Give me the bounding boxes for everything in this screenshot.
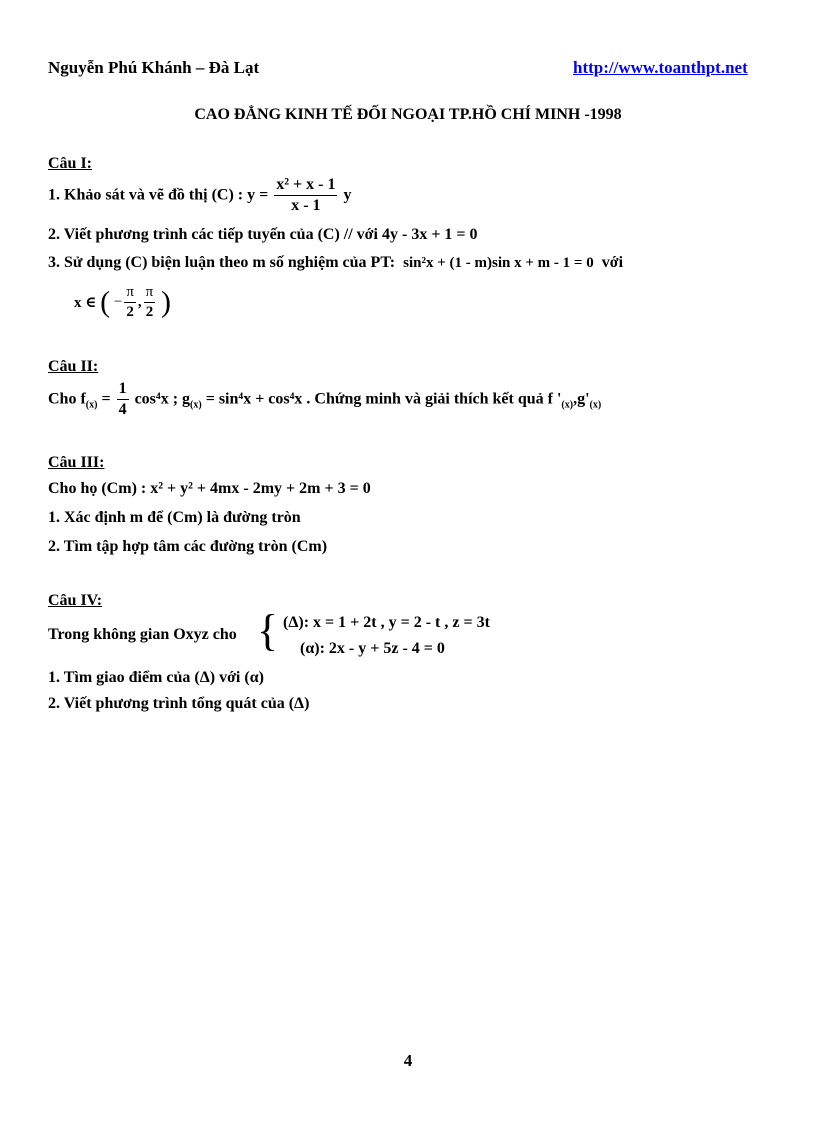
cau3-item1: 1. Xác định m để (Cm) là đường tròn (48, 509, 301, 526)
cau2-g-prime: ,g' (573, 390, 590, 408)
cau2-g-definition: = sin⁴x + cos⁴x . Chứng minh và giải thích kết quả f ' (205, 390, 562, 408)
pi-symbol: π (124, 284, 136, 303)
cau1-domain-frac-left (124, 284, 136, 321)
cau1-heading: Câu I: (48, 155, 93, 172)
cau1-item3-suffix: với (601, 254, 624, 271)
equals-sign: = (101, 390, 111, 408)
subscript-x: (x) (589, 399, 602, 411)
subscript-x: (x) (85, 399, 98, 411)
cau1-item1-suffix: y (343, 186, 352, 204)
cau4-item2: 2. Viết phương trình tổng quát của (Δ) (48, 695, 310, 712)
cau2-text (48, 380, 601, 419)
cau1-domain-frac-right (144, 284, 156, 321)
pi-symbol: π (144, 284, 156, 303)
left-brace-glyph: { (257, 606, 279, 655)
cau1-item3 (48, 254, 623, 272)
cau4-item1: 1. Tìm giao điểm của (Δ) với (α) (48, 669, 264, 686)
minus-sign: − (113, 294, 123, 310)
cau1-fraction-den: x - 1 (291, 197, 321, 214)
cau1-fraction (274, 176, 337, 215)
cau4-line2: (α): 2x - y + 5z - 4 = 0 (300, 640, 445, 657)
subscript-x: (x) (190, 399, 202, 411)
cau1-item1-prefix: 1. Khảo sát và vẽ đồ thị (C) : y = (48, 186, 269, 204)
cau4-intro: Trong không gian Oxyz cho (48, 626, 237, 643)
cau3-heading: Câu III: (48, 454, 105, 471)
cau1-item3-prefix: 3. Sử dụng (C) biện luận theo m số nghiệm của PT: (48, 254, 396, 271)
cau4-line1: (Δ): x = 1 + 2t , y = 2 - t , z = 3t (283, 614, 490, 631)
right-paren-glyph: ) (160, 285, 171, 319)
cau2-fraction-den: 4 (118, 401, 127, 418)
header-url-link[interactable]: http://www.toanthpt.net (573, 58, 748, 77)
denominator-two: 2 (145, 304, 154, 320)
cau2-g-label: cos⁴x ; g (134, 390, 191, 408)
page-title: CAO ĐẲNG KINH TẾ ĐỐI NGOẠI TP.HỒ CHÍ MINH -1998 (194, 106, 622, 123)
cau4-heading: Câu IV: (48, 592, 103, 609)
cau2-fraction (117, 380, 129, 419)
cau3-item2: 2. Tìm tập hợp tâm các đường tròn (Cm) (48, 538, 328, 555)
cau2-f-label: Cho f (48, 390, 86, 408)
subscript-x: (x) (561, 399, 574, 411)
left-paren-glyph: ( (100, 285, 111, 319)
cau1-domain-prefix: x ∈ (74, 295, 97, 311)
comma-separator: , (137, 294, 142, 310)
cau1-item2: 2. Viết phương trình các tiếp tuyến của (C) // với 4y - 3x + 1 = 0 (48, 226, 478, 243)
cau3-family: Cho họ (Cm) : x² + y² + 4mx - 2my + 2m + 3 = 0 (48, 480, 371, 497)
page-number: 4 (403, 1051, 413, 1070)
cau1-item3-eq: sin²x + (1 - m)sin x + m - 1 = 0 (403, 255, 594, 271)
cau2-heading: Câu II: (48, 358, 99, 375)
header-author: Nguyễn Phú Khánh – Đà Lạt (48, 58, 260, 77)
cau1-domain (74, 284, 171, 321)
cau1-item1 (48, 176, 351, 215)
cau1-fraction-num: x² + x - 1 (274, 176, 337, 196)
cau2-fraction-num: 1 (117, 380, 129, 400)
denominator-two: 2 (126, 304, 134, 320)
